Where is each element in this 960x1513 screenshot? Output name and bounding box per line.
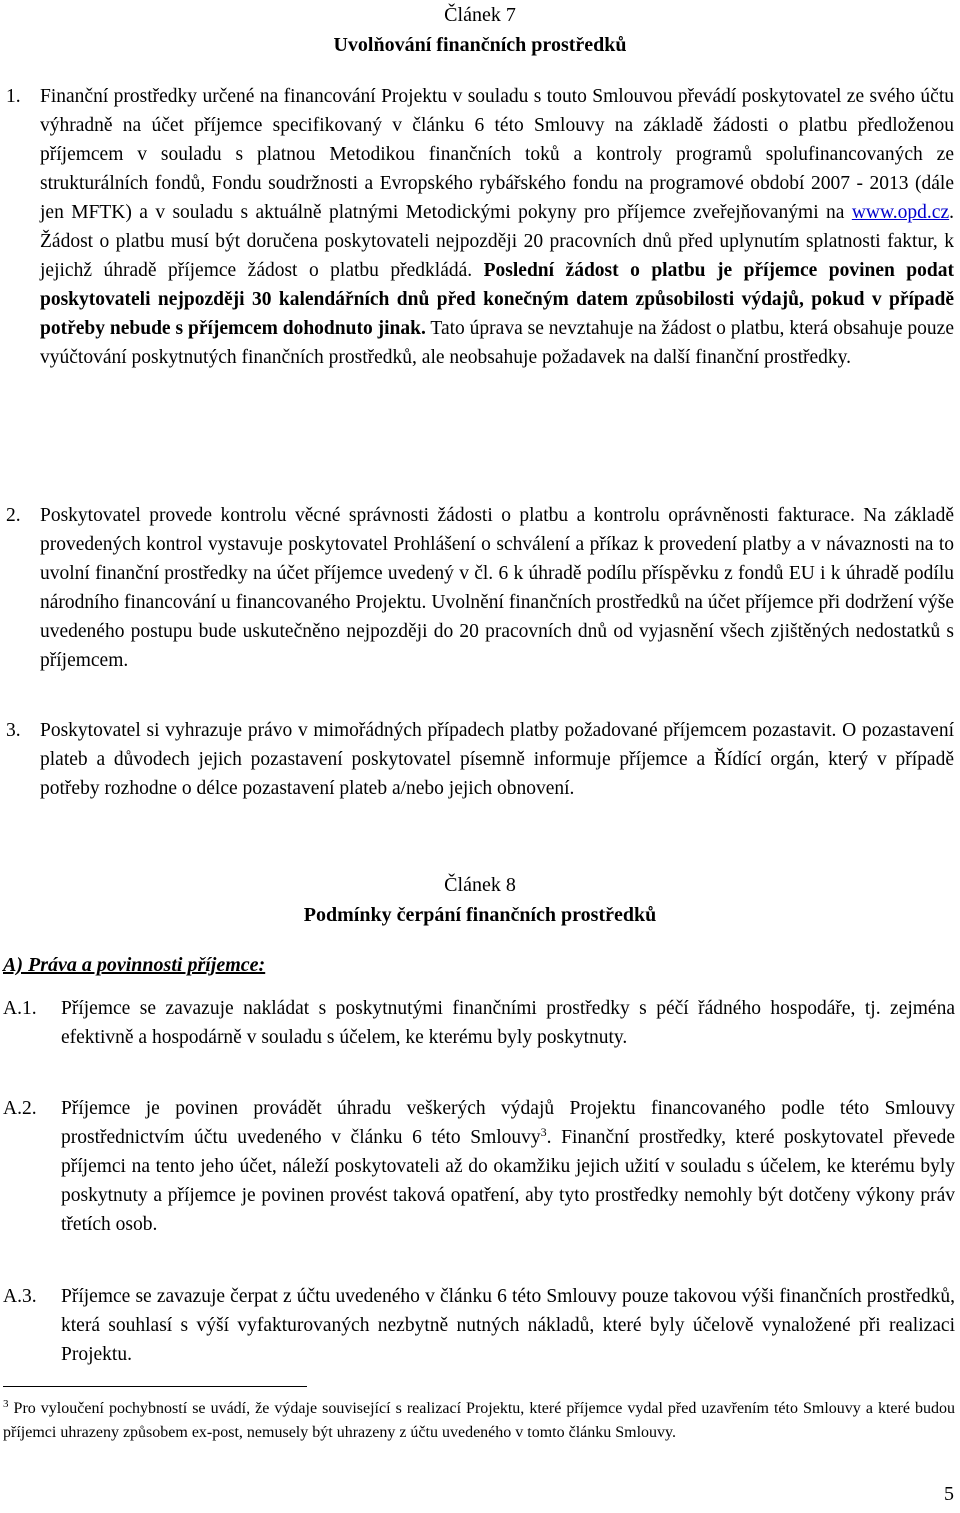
footnote-marker: 3 bbox=[3, 1398, 9, 1410]
item-text: Poskytovatel si vyhrazuje právo v mimořádných případech platby požadované příjemcem pozastavit. O pozastavení plateb a důvodech jejich pozastavení poskytovatel písemně informuje příjemce a Řídící orgán, který v případě potřeby rozhodne o délce pozastavení plateb a/nebo jejich obnovení. bbox=[40, 720, 954, 799]
section-heading-rights-obligations: A) Práva a povinnosti příjemce: bbox=[3, 954, 266, 976]
article-8-number: Článek 8 bbox=[444, 874, 516, 896]
item-text-part: . Žádost o platbu musí být doručena poskytovateli nejpozději 20 pracovních dnů před uplynutím splatnosti faktur, k jejichž úhradě příjemce žádost o platbu předkládá. bbox=[40, 202, 954, 281]
item-text bbox=[40, 82, 954, 372]
item-text-bold: Poslední žádost o platbu je příjemce povinen podat poskytovateli nejpozději 30 kalendářních dnů před konečným datem způsobilosti výdajů, pokud v případě potřeby nebude s příjemcem dohodnuto jinak. bbox=[40, 260, 954, 339]
footnote-text: Pro vyloučení pochybností se uvádí, že výdaje související s realizací Projektu, které příjemce vydal před uzavřením této Smlouvy a které budou příjemci uhrazeny způsobem ex-post, nemusely být uhrazeny z účtu uvedeného v tomto článku Smlouvy. bbox=[3, 1400, 955, 1441]
opd-website-link[interactable]: www.opd.cz bbox=[851, 202, 950, 223]
item-number: A.3. bbox=[3, 1286, 37, 1307]
footnote-separator bbox=[3, 1386, 307, 1387]
item-number: A.2. bbox=[3, 1098, 37, 1119]
item-number: 3. bbox=[6, 720, 21, 741]
page-number: 5 bbox=[944, 1483, 954, 1505]
article-7-title: Uvolňování finančních prostředků bbox=[333, 34, 627, 56]
article-8-title: Podmínky čerpání finančních prostředků bbox=[303, 904, 657, 926]
item-text-part: . Finanční prostředky, které poskytovatel převede příjemci na tento jeho účet, náleží poskytovateli až do okamžiku jejich užití v souladu s účelem, ke kterému byly poskytnuty a příjemce je povinen provést taková opatření, aby tyto prostředky nemohly být dotčeny výkony práv třetích osob. bbox=[61, 1127, 955, 1235]
item-text bbox=[61, 1094, 955, 1239]
footnote-reference[interactable]: 3 bbox=[540, 1125, 547, 1139]
item-number: 1. bbox=[6, 86, 21, 107]
item-text: Poskytovatel provede kontrolu věcné správnosti žádosti o platbu a kontrolu oprávněnosti fakturace. Na základě provedených kontrol vystavuje poskytovatel Prohlášení o schválení a příkaz k provedení platby a v návaznosti na to uvolní finanční prostředky na účet příjemce uvedený v čl. 6 k úhradě podílu příspěvku z fondů EU i k úhradě podílu národního financování u financovaného Projektu. Uvolnění finančních prostředků na účet příjemce při dodržení výše uvedeného postupu bude uskutečněno nejpozději do 20 pracovních dnů od vyjasnění všech zjištěných nedostatků s příjemcem. bbox=[40, 505, 954, 671]
article-7-number: Článek 7 bbox=[444, 4, 516, 26]
item-text-part: Finanční prostředky určené na financování Projektu v souladu s touto Smlouvou převádí poskytovatel ze svého účtu výhradně na účet příjemce specifikovaný v článku 6 této Smlouvy na základě žádosti o platbu předloženou příjemcem v souladu s platnou Metodikou finančních toků a kontroly programů spolufinancovaných ze strukturálních fondů, Fondu soudržnosti a Evropského rybářského fondu na programové období 2007 - 2013 (dále jen MFTK) a v souladu s aktuálně platnými Metodickými pokyny pro příjemce zveřejňovanými na bbox=[40, 86, 954, 223]
item-number: A.1. bbox=[3, 998, 37, 1019]
item-text-part: Tato úprava se nevztahuje na žádost o platbu, která obsahuje pouze vyúčtování poskytnutých finančních prostředků, ale neobsahuje požadavek na další finanční prostředky. bbox=[40, 318, 954, 368]
item-number: 2. bbox=[6, 505, 21, 526]
item-text: Příjemce se zavazuje čerpat z účtu uvedeného v článku 6 této Smlouvy pouze takovou výši finančních prostředků, která souhlasí s výší vyfakturovaných nezbytně nutných nákladů, které byly účelově vynaložené při realizaci Projektu. bbox=[61, 1286, 955, 1365]
item-text-part: Příjemce je povinen provádět úhradu veškerých výdajů Projektu financovaného podle této Smlouvy prostřednictvím účtu uvedeného v článku 6 této Smlouvy bbox=[61, 1098, 955, 1148]
item-text: Příjemce se zavazuje nakládat s poskytnutými finančními prostředky s péčí řádného hospodáře, tj. zejména efektivně a hospodárně v souladu s účelem, ke kterému byly poskytnuty. bbox=[61, 998, 955, 1048]
footnote bbox=[3, 1397, 955, 1445]
